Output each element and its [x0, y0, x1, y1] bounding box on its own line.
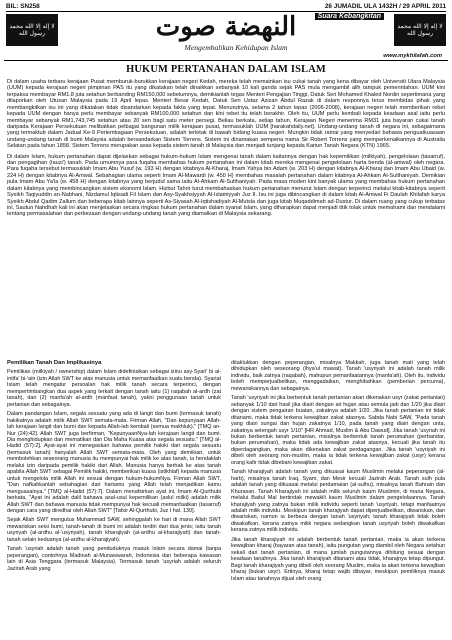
article-columns — [7, 360, 445, 638]
intro-paragraph: Di dalam Islam, hukum pertanahan dapat dijelaskan sebagai hukum-hukum Islam mengenai tanah dalam kaitannya dengan hak kepemilikan (milkiyah), pengelolaan (tasarruf), dan pengagihan (tauzi') tanah. Pada umumnya para fuqaha membahas hukum pertanahan ini dalam kitab mereka mengenai pengelolaan harta benda (al-amwal) oleh negara. Para fuqaha tersebut termasuklah Imam Abu Yusuf (w. 193 H) dengan kitabnya Al-Kharaj, Imam Yahya bin Adam (w. 203 H) dengan kitabnya Al-Kharaj dan Imam Abu Ubaid (w. 224 H) dengan kitabnya Al-Amwal. Sebahagian ulama seperti Imam Al-Mawardi (w. 450 H) membahas masalah pertanahan dalam kitabnya Al-Ahkam Al-Sulthaniyah. Demikian pula Imam Abu Ya'la (w. 458 H) dengan kitabnya yang berjudul sama iaitu Al-Ahkam Al-Sulthaniyah. Pada masa moden kini banyak ulama yang membahas hukum pertanahan dalam kitabnya yang membincangkan sistem ekonomi Islam. Hizbut Tahrir turut membahaskan hukum pertanahan menurut Islam dengan terperinci melalui kitab-kitabnya seperti Syeikh Taqiyuddin an-Nabhani, Nizdamul Iqtisadi Fil Islam dan Asy-Syakhsiyyah Al-Islamiyyah Juz II. Isu ini juga dibincangkan di dalam kitab Al-Amwal Fi Daulah Khilafah karya Syeikh Abdul Qadim Zallum dan beberapa kitab lainnya seperti As-Siyasah Al-Iqtishadiyah Al-Mutsla dan juga kitab Muqaddimah ad-Dustur. Di dalam ruang yang cukup terbatas ini, Sautun Nahdhah kali ini akan menjelaskan secara ringkas hukum pertanahan dalam syariat Islam, yang diharapkan dapat menjadi titik tolak untuk memahami dan mendalami tentang permasalahan dan perbezaan dengan undang-undang tanah yang diamalkan di Malaysia sekarang. — [7, 153, 445, 218]
flag-left-text: لا إله إلا الله محمد رسول الله — [9, 23, 55, 37]
issue-number: BIL: SN258 — [6, 3, 40, 10]
column-paragraph: Dalam pandangan Islam, segala sesuatu yang ada di langit dan bumi (termasuk tanah) hakikatnya adalah milik Allah SWT semata-mata. Firman Allah, "Dan kepunyaan Allah-lah kerajaan langit dan bumi dan kepada Allah-lah kembali (semua makhluk)." [TMQ an-Nur (24):42]. Allah SWT juga berfirman, "KepunyaanNya-lah kerajaan langit dan bumi. Dia menghidupkan dan mematikan dan Dia Maha Kuasa atas segala sesuatu." [TMQ al-Hadid (57):2]. Ayat-ayat ini menegaskan bahawa pemilik hakiki dari segala sesuatu (termasuk tanah) hanyalah Allah SWT semata-mata. Oleh yang demikian, untuk membolehkan seseorang manusia itu mempunyai hak milik ke atas tanah, ia hendaklah melalui izin daripada pemilik hakiki dari Allah. Manusia hanya berhak ke atas tanah apabila Allah SWT sebagai Pemilik hakiki, memberikan kuasa (istikhlaf) kepada manusia untuk mengelola milik Allah ini sesuai dengan hukum-hukumNya. Firman Allah SWT, "Dan nafkahkanlah sebahagian dari hartamu yang Allah telah menjadikan kamu menguasainya." [TMQ al-Hadid (57):7]. Dalam menafsirkan ayat ini, Imam Al-Qurthubi berkata, "Ayat ini adalah dalil bahawa asal-usul kepemilikan (aslul milki) adalah milik Allah SWT dan bahawa manusia tidak mempunyai hak kecuali memanfaatkan (tasarruf) dengan cara yang diredhai oleh Allah SWT" [Tafsir Al-Qurthubi, Juz I hal. 130]. — [7, 411, 221, 514]
article-intro — [7, 79, 445, 222]
column-paragraph: Jika tanah kharajiyah ini adalah berbentuk tanah pertanian, maka ia akan terkena kewajiban kharaj (bayaran atas tanah), iaitu pungutan yang diambil oleh Negara setahun sekali dari tanah pertanian, di mana jumlah pungutannya dihitung sesuai dengan keadaan tanahnya. Jika tanah kharajiyah ditanami atau tidak, kharajnya tetap dipungut. Bagi tanah kharajiyah yang dibeli oleh seorang Muslim, maka ia akan terkena kewajiban kharaj (bukan usyr). Ertinya, kharaj tetap wajib dibayar, meskipun pemiliknya masuk Islam atau tanahnya dijual oleh orang — [231, 536, 445, 582]
tagline: Mengembalikan Kehidupan Islam — [184, 43, 288, 52]
intro-paragraph: Di dalam usaha terbaru kerajaan Pusat memburuk-burukkan kerajaan negeri Kedah, mereka telah memainkan isu cukai tanah yang kena dibayar oleh Universiti Utara Malaysia (UUM) kepada kerajaan negeri pimpinan PAS itu yang dikatakan telah dinaikkan sebanyak 10 kali ganda sejak PAS mula mengambil alih tampuk pemerintahan. UUM kini terpaksa membayar RM1.8 juta setahun berbanding RM150,000 sebelumnya, demikianlah tegas Menteri Pengajian Tinggi, Datuk Seri Mohamed Khaled Nordin sepertimana yang dilaporkan oleh Utusan Malaysia pada 19 April lepas. Menteri Besar Kedah, Datuk Seri Ustaz Azizan Abdul Razak di dalam responnya terus membidas pihak yang membangkitkan isu ini yang dikatakan tidak disandarkan kepada fakta yang tepat. Menurutnya, selama 2 tahun lepas (2006-2008), kerajaan negeri telah memberikan rebet kepada UUM dengan hanya perlu membayar sebanyak RM100,000 setahun dan kini rebet itu telah berakhir. Oleh itu, UUM perlu kembali kepada keadaan asal iaitu perlu membayar sebanyak RM1,743,745 setahun atau 20 sen bagi satu meter persegi. Beliau berkata, setiap tahun, Kerajaan Negeri menerima RM31 juta bayaran cukai tanah daripada Kerajaan Persekutuan melibatkan pelbagai bangunan milik kerajaan pusat, termasuklah UUM [harakahdaily.net]. Undang-undang tanah di negara ini, sebagaimana yang termaktub dalam Jadual Ke-9 Perlembagaan Persekutuan, adalah terletak di bawah bidang kuasa negeri. Mungkin tidak ramai yang menyedari bahawa penguatkuasaan undang-undang tanah di bumi Malaysia adalah bersandarkan Sistem Torrens. Sistem ini dinamakan sempena nama Sir Robert Torrens yang memperkenalkannya di Australia Selatan pada tahun 1858. Sistem Torrens merupakan asas kepada sistem tanah di Malaysia dan menjadi tunjang kepada Kanun Tanah Negara (KTN) 1965. — [7, 79, 445, 150]
column-paragraph: ditaklukkan dengan peperangan, misalnya Makkah, juga tanah mati yang telah dihidupkan oleh seseorang (ihya'ul mawat). Tanah 'usyriyah ini adalah tanah milik individu, baik zatnya (raqabah), mahupun pemanfaatannya (manfa'ah). Oleh itu, individu boleh memperjualbelikan, menggadaikan, menghibahkan (pemberian percuma), mewariskannya dan sebagainya. — [231, 360, 445, 392]
header-bar — [6, 2, 446, 12]
column-paragraph: Sejak Allah SWT mengutus Muhammad SAW, sehinggalah ke hari di mana Allah SWT mewariskan seisi bumi, tanah-tanah di bumi ini adalah terdiri dari dua jenis; iaitu tanah usyriyah (al-ardhu al-'usyriyah), tanah kharajiyah (al-ardhu al-kharajiyah) dan tanah-tanah selain keduanya (al-ardhu al-kharajiyah). — [7, 517, 221, 543]
issue-date: 26 JUMADIL ULA 1432H / 29 APRIL 2011 — [324, 3, 446, 10]
masthead — [4, 12, 448, 60]
column-left — [7, 360, 221, 638]
column-paragraph: Pemilikan (milkiyah / ownership) dalam Islam didefinisikan sebagai izinu asy-Syari' bi al-intifa' bi-'ain (izin Allah SWT ke atas manusia untuk memanfaatkan suatu benda). Syariat Islam telah mengatur persoalan hak milik tanah secara terperinci, dengan mempertimbangkan dua aspek yang terkait dengan tanah iaitu (1) raqabah al-ardh (zat tanah), dan (2) manfa'ah al-ardh (manfaat tanah), yakni penggunaan tanah untuk pertanian dan sebagainya. — [7, 369, 221, 408]
column-right — [231, 360, 445, 638]
column-paragraph: Tanah kharajiyah adalah tanah yang dikuasai kaum Muslimin melalui peperangan (al-harb), misalnya tanah Iraq, Syam, dan Mesir kecuali Jazirah Arab. Tanah sulh pula adalah tanah yang dikuasai melalui perdamaian (al-sulhu), misalnya tanah Bahrain dan Khurasan. Tanah Kharajiyah ini adalah milik seluruh kaum Muslimin, di mana Negara, melalui Baitul Mal bertindak mewakili kaum Muslimin dalam pengelolaannya. Tanah kharajiyah yang zatnya bukan milik individu seperti tanah 'usyriyah, tetapi manfaatnya adalah milik individu. Meskipun tanah kharajiyah dapat diperjualbelikan, diwariskan, dan diwariskan, namun ia berbeza dengan tanah 'usyriyah; tanah kharajiyah tidak boleh diwakafkan, kerana zatnya milik negara sedangkan tanah usyriyah boleh diwakafkan kerana zatnya milik individu. — [231, 469, 445, 534]
website-link[interactable]: www.mykhilafah.com — [383, 53, 442, 59]
flag-right-icon — [394, 14, 446, 46]
section-heading: Pemilikan Tanah Dan Implikasinya — [7, 360, 102, 366]
flag-right-text: لا إله إلا الله محمد رسول الله — [397, 23, 443, 37]
logo-subtitle: Suara Kebangkitan — [315, 13, 384, 20]
column-paragraph: Tanah 'usyriyah ini jika berbentuk tanah pertanian akan dikenakan usyr (zakat pertanian) sebanyak 1/10 dari hasil jika diairi dengan air hujan atau semula jadi dan 1/20 jika diairi dengan sistem pengairan buatan, zakatnya adalah 1/20. Jika tanah pertanian ini tidak ditanami, maka tidak terkena kewajiban zakat atasnya. Sabda Nabi SAW, "Pada tanah yang diairi sungai dan hujan zakatnya 1/10, pada tanah yang diairi dengan unta, zakatnya setengah usyr 1/10" [HR Ahmad, Muslim & Abu Dawud]. Jika tanah 'usyriah ini bukan berbentuk tanah pertanian, misalnya berbentuk tanah perumahan (perbandar, bukan perumahan), maka tidak ada kewajiban zakat atasnya, kecuali jika tanah itu diperdagangkan, maka akan dikenakan zakat perdagangan. Jika tanah 'usyriyah ini dibeli oleh seorang non-muslim, maka ia tidak terkena kewajiban zakat (usyr) kerana orang kafir tidak dibebani kewajiban zakat. — [231, 395, 445, 466]
masthead-divider — [4, 60, 448, 61]
flag-left-icon — [6, 14, 58, 46]
article-title: HUKUM PERTANAHAN DALAM ISLAM — [126, 64, 326, 75]
column-paragraph: Tanah 'usyriah adalah tanah yang penduduknya masuk Islam secara damai (tanpa peperangan), contohnya Madinah al-Munawwarah, Indonesia dan beberapa kawasan lain di Asia Tenggara (termasuk Malaysia). Termasuk tanah 'usyriah adalah seluruh Jazirah Arab yang — [7, 546, 221, 572]
logo-arabic: النهضة صوت — [155, 12, 297, 42]
